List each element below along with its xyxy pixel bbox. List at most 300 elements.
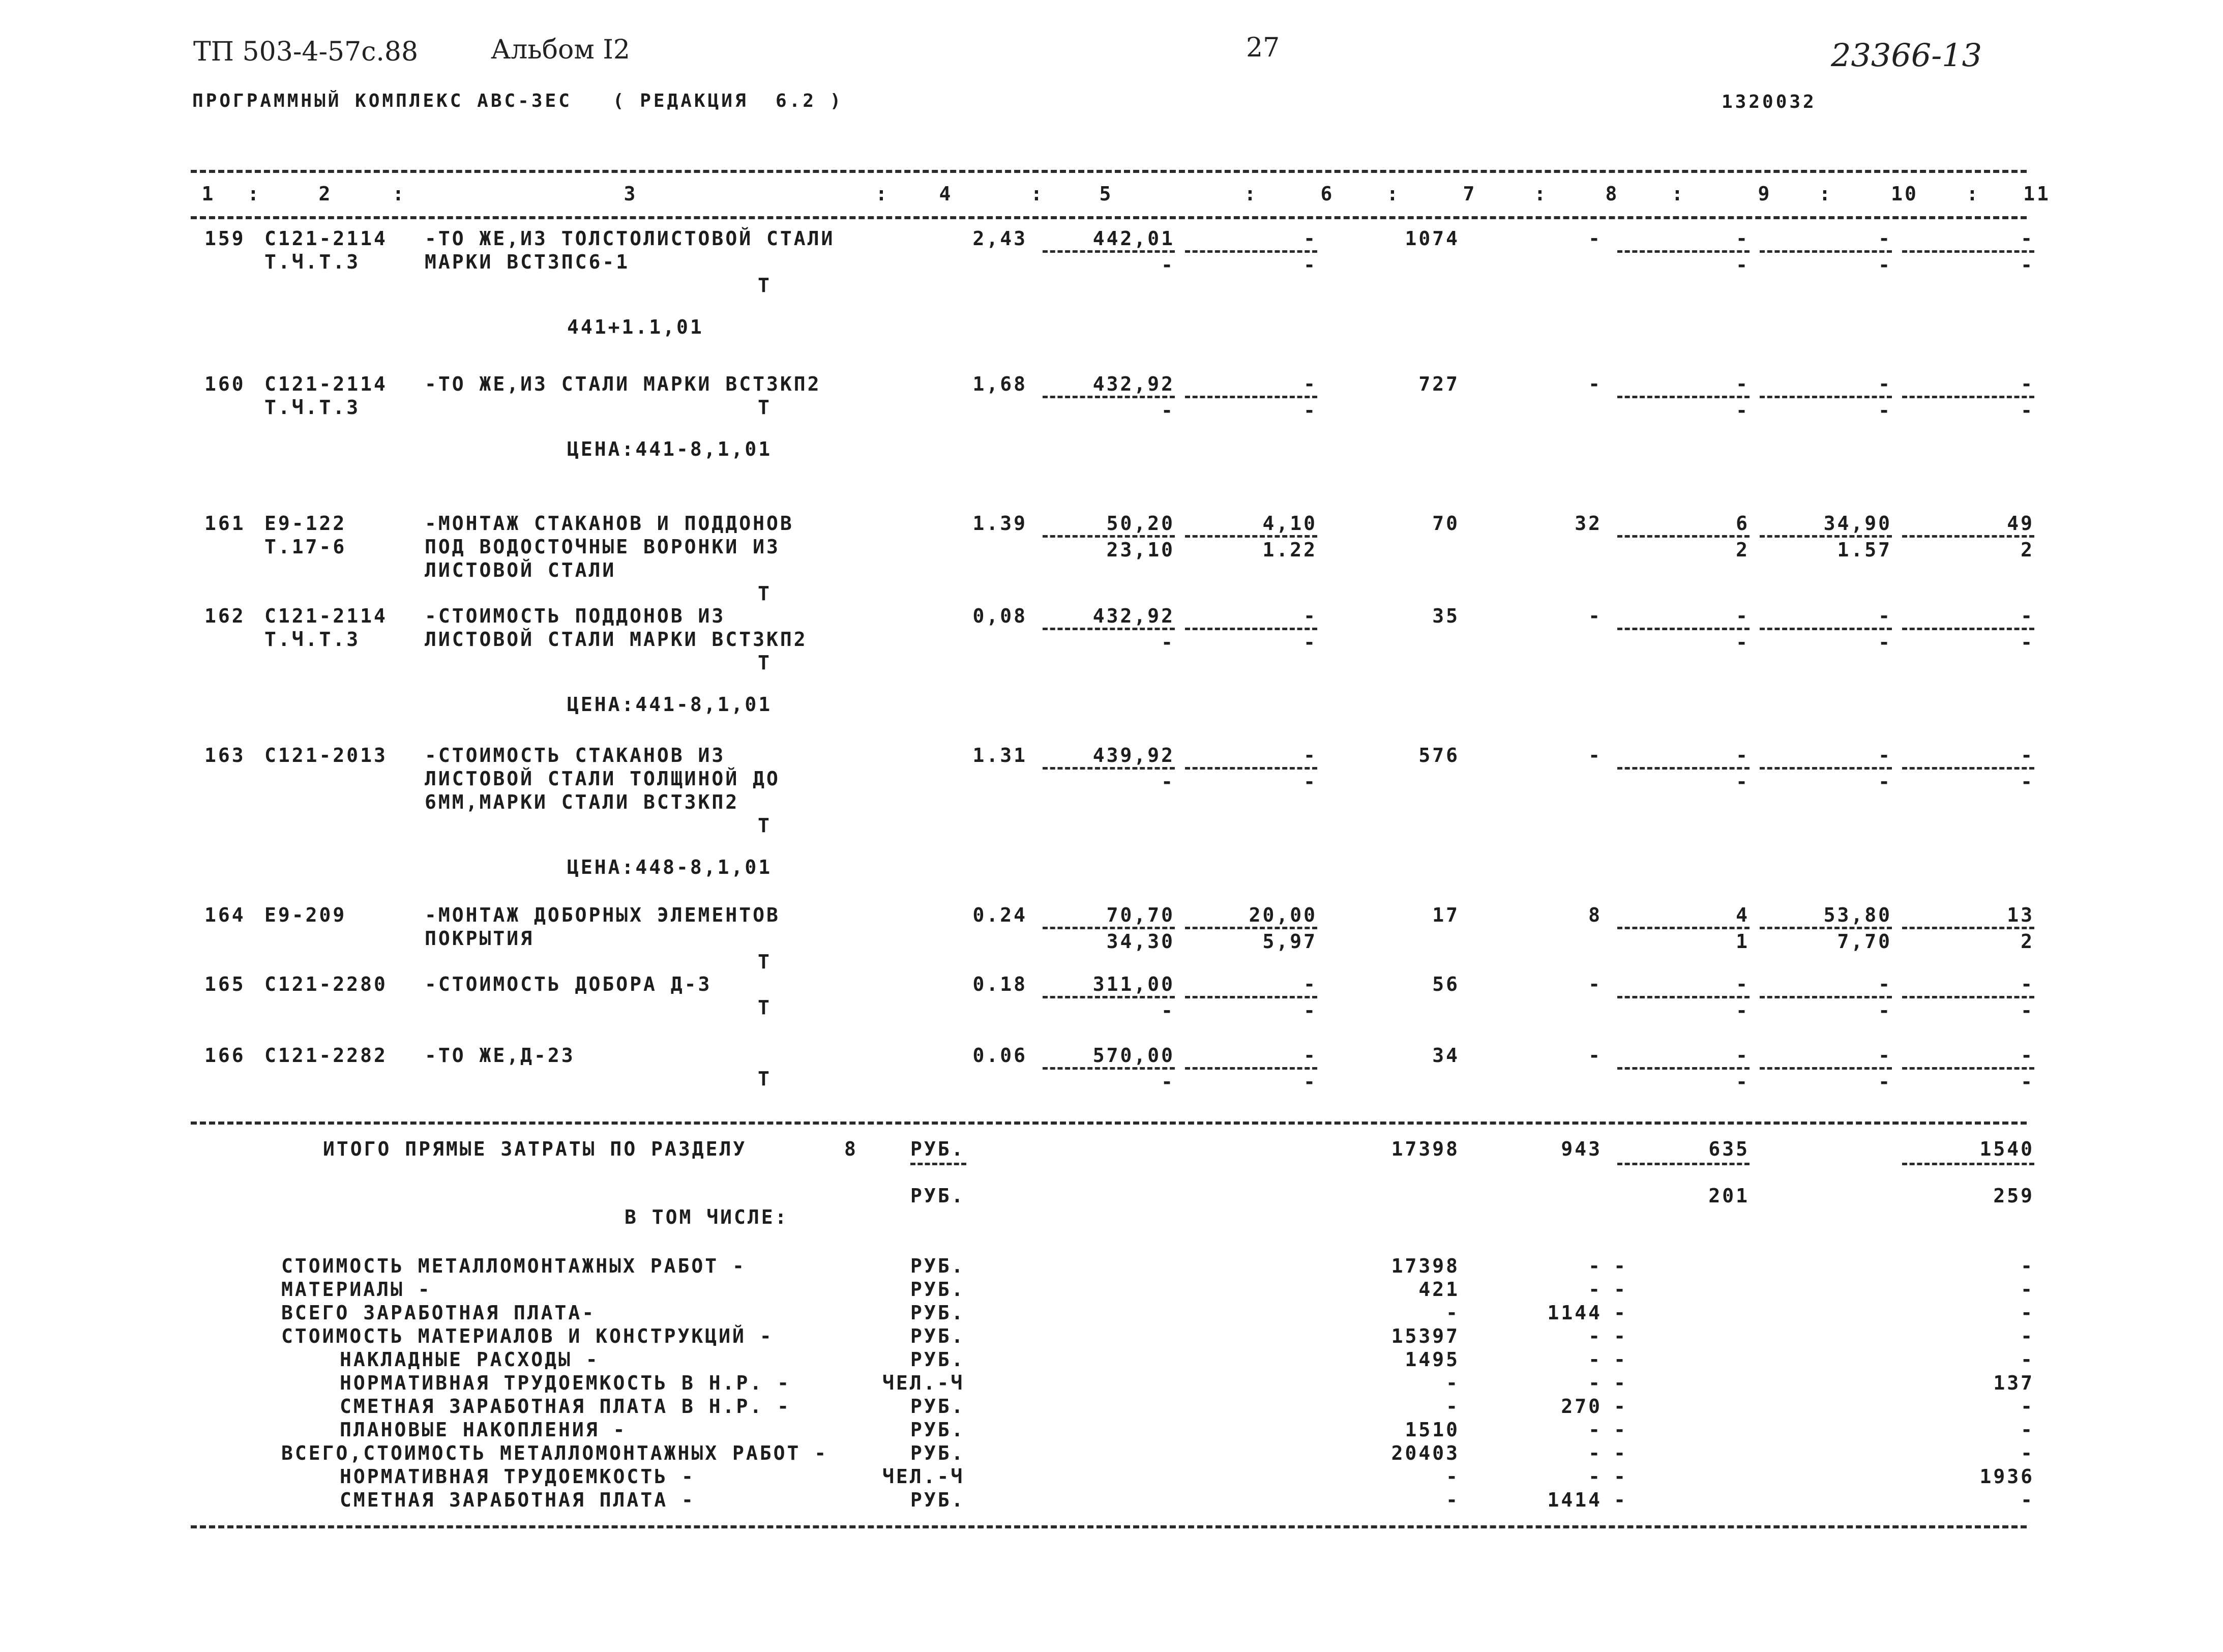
labor-hours-total: 13 <box>2007 904 2034 926</box>
subtotal-dash <box>1760 250 1892 253</box>
labor-hours-sub: - <box>1878 254 1892 276</box>
document-number: 1320032 <box>1722 92 1817 112</box>
machine-cost-sub: - <box>1736 631 1750 654</box>
summary-labor-hours: - <box>2021 1302 2034 1324</box>
summary-labor-hours: - <box>2021 1348 2034 1371</box>
summary-labor: - <box>1588 1442 1602 1464</box>
unit-label: Т <box>758 396 772 419</box>
labor-hours-total-sub: - <box>2021 631 2034 654</box>
work-description: -СТОИМОСТЬ ДОБОРА Д-3 <box>425 973 712 995</box>
subtotal-dash <box>1760 996 1892 998</box>
divider <box>191 1525 2027 1528</box>
doc-code: ТП 503-4-57с.88 <box>193 37 419 67</box>
total-machine: 635 <box>1708 1138 1750 1160</box>
unit-cost-sub: - <box>1161 254 1175 276</box>
labor-hours-total-sub: - <box>2021 254 2034 276</box>
total-labor-hours: 1540 <box>1979 1138 2034 1160</box>
summary-machine: - <box>1614 1395 1627 1418</box>
unit-label: Т <box>758 996 772 1019</box>
subtotal-dash <box>1760 396 1892 398</box>
labor-hours: - <box>1878 973 1892 995</box>
quantity: 2,43 <box>972 227 1027 250</box>
subtotal-dash <box>1043 250 1175 253</box>
summary-unit: РУБ. <box>910 1255 965 1277</box>
labor-cost: - <box>1303 373 1317 395</box>
machine-cost: 6 <box>1736 512 1750 535</box>
unit-label: Т <box>758 582 772 605</box>
summary-unit: ЧЕЛ.-Ч <box>882 1465 965 1488</box>
labor-hours-total-sub: - <box>2021 771 2034 793</box>
subtotal-dash <box>1760 1067 1892 1070</box>
labor-hours-total: 49 <box>2007 512 2034 535</box>
labor-cost-sub: - <box>1303 254 1317 276</box>
row-number: 163 <box>204 744 246 766</box>
labor-cost-sub: - <box>1303 999 1317 1022</box>
labor-cost: - <box>1303 1044 1317 1067</box>
summary-label: НАКЛАДНЫЕ РАСХОДЫ - <box>340 1348 600 1371</box>
labor-hours: - <box>1878 1044 1892 1067</box>
subtotal-dash <box>910 1163 966 1165</box>
resource-code-ref: Т.Ч.Т.3 <box>264 628 361 651</box>
subtotal-dash <box>1902 396 2034 398</box>
total-labor-hours-sub: 259 <box>1993 1185 2034 1207</box>
including-label: В ТОМ ЧИСЛЕ: <box>625 1206 789 1228</box>
resource-code-ref: Т.Ч.Т.3 <box>264 251 361 273</box>
column-header-cell: : <box>1244 183 1258 205</box>
summary-label: НОРМАТИВНАЯ ТРУДОЕМКОСТЬ В Н.Р. - <box>340 1372 791 1394</box>
divider <box>191 1122 2027 1125</box>
summary-machine: - <box>1614 1372 1627 1394</box>
column-header-cell: : <box>1671 183 1685 205</box>
labor-total: - <box>1588 744 1602 766</box>
labor-hours-sub: 7,70 <box>1837 930 1892 953</box>
subtotal-dash <box>1185 996 1317 998</box>
machine-cost-sub: 1 <box>1736 930 1750 953</box>
work-description: 6ММ,МАРКИ СТАЛИ ВСТ3КП2 <box>425 791 739 813</box>
summary-labor-hours: - <box>2021 1278 2034 1301</box>
unit-cost: 70,70 <box>1106 904 1175 926</box>
summary-labor-hours: - <box>2021 1419 2034 1441</box>
subtotal-dash <box>1185 1067 1317 1070</box>
labor-hours-total: - <box>2021 1044 2034 1067</box>
column-header-cell: : <box>247 183 261 205</box>
subtotal-dash <box>1617 396 1750 398</box>
work-description: -ТО ЖЕ,Д-23 <box>425 1044 575 1067</box>
summary-labor: - <box>1588 1255 1602 1277</box>
unit-cost-sub: - <box>1161 631 1175 654</box>
section-number: 8 <box>844 1138 858 1160</box>
work-description: ПОД ВОДОСТОЧНЫЕ ВОРОНКИ ИЗ <box>425 536 780 558</box>
summary-cost: 17398 <box>1391 1255 1460 1277</box>
summary-label: СМЕТНАЯ ЗАРАБОТНАЯ ПЛАТА В Н.Р. - <box>340 1395 791 1418</box>
total-cost: 17398 <box>1391 1138 1460 1160</box>
page-number: 27 <box>1246 33 1280 63</box>
row-number: 162 <box>204 605 246 627</box>
machine-cost: - <box>1736 373 1750 395</box>
labor-cost: - <box>1303 605 1317 627</box>
price-reference: ЦЕНА:448-8,1,01 <box>567 856 773 878</box>
summary-label: ВСЕГО,СТОИМОСТЬ МЕТАЛЛОМОНТАЖНЫХ РАБОТ - <box>281 1442 828 1464</box>
summary-machine: - <box>1614 1278 1627 1301</box>
labor-total: - <box>1588 605 1602 627</box>
subtotal-dash <box>1043 767 1175 770</box>
column-header-cell: 9 <box>1758 183 1772 205</box>
labor-hours: - <box>1878 744 1892 766</box>
total-cost: 70 <box>1432 512 1460 535</box>
column-header-cell: 7 <box>1463 183 1477 205</box>
labor-hours-total: - <box>2021 744 2034 766</box>
total-cost: 1074 <box>1405 227 1460 250</box>
machine-cost-sub: - <box>1736 1071 1750 1093</box>
summary-machine: - <box>1614 1419 1627 1441</box>
work-description: ПОКРЫТИЯ <box>425 927 535 950</box>
subtotal-dash <box>1617 1163 1750 1165</box>
work-description: -ТО ЖЕ,ИЗ СТАЛИ МАРКИ ВСТ3КП2 <box>425 373 821 395</box>
summary-labor-hours: - <box>2021 1395 2034 1418</box>
total-cost: 56 <box>1432 973 1460 995</box>
labor-hours-total-sub: - <box>2021 1071 2034 1093</box>
summary-unit: РУБ. <box>910 1348 965 1371</box>
summary-label: ВСЕГО ЗАРАБОТНАЯ ПЛАТА- <box>281 1302 596 1324</box>
labor-hours: - <box>1878 605 1892 627</box>
subtotal-dash <box>1617 927 1750 929</box>
summary-label: СТОИМОСТЬ МАТЕРИАЛОВ И КОНСТРУКЦИЙ - <box>281 1325 774 1347</box>
total-cost: 35 <box>1432 605 1460 627</box>
work-description: -ТО ЖЕ,ИЗ ТОЛСТОЛИСТОВОЙ СТАЛИ <box>425 227 835 250</box>
resource-code: Е9-122 <box>264 512 347 535</box>
summary-machine: - <box>1614 1255 1627 1277</box>
summary-machine: - <box>1614 1489 1627 1511</box>
machine-cost: 4 <box>1736 904 1750 926</box>
summary-unit: ЧЕЛ.-Ч <box>882 1372 965 1394</box>
labor-cost-sub: 1.22 <box>1262 539 1317 561</box>
quantity: 1,68 <box>972 373 1027 395</box>
summary-cost: - <box>1446 1395 1460 1418</box>
quantity: 0,08 <box>972 605 1027 627</box>
work-description: -СТОИМОСТЬ СТАКАНОВ ИЗ <box>425 744 726 766</box>
column-header-cell: 10 <box>1891 183 1918 205</box>
unit-cost: 442,01 <box>1092 227 1175 250</box>
total-cost: 17 <box>1432 904 1460 926</box>
subtotal-dash <box>1760 535 1892 538</box>
summary-labor-hours: - <box>2021 1489 2034 1511</box>
unit-label: Т <box>758 814 772 837</box>
summary-machine: - <box>1614 1302 1627 1324</box>
labor-cost: - <box>1303 227 1317 250</box>
summary-labor: - <box>1588 1325 1602 1347</box>
unit-cost-sub: - <box>1161 399 1175 422</box>
subtotal-dash <box>1185 396 1317 398</box>
labor-hours-total: - <box>2021 605 2034 627</box>
labor-hours-sub: - <box>1878 999 1892 1022</box>
subtotal-dash <box>1617 250 1750 253</box>
summary-cost: - <box>1446 1489 1460 1511</box>
column-header-cell: : <box>1030 183 1045 205</box>
resource-code: С121-2013 <box>264 744 388 766</box>
summary-cost: - <box>1446 1372 1460 1394</box>
row-number: 165 <box>204 973 246 995</box>
column-header-cell: : <box>1386 183 1401 205</box>
work-description: ЛИСТОВОЙ СТАЛИ <box>425 559 616 581</box>
summary-labor: 1414 <box>1547 1489 1602 1511</box>
total-label: ИТОГО ПРЯМЫЕ ЗАТРАТЫ ПО РАЗДЕЛУ <box>323 1138 747 1160</box>
labor-hours-sub: - <box>1878 1071 1892 1093</box>
work-description: -МОНТАЖ СТАКАНОВ И ПОДДОНОВ <box>425 512 794 535</box>
summary-labor: - <box>1588 1278 1602 1301</box>
resource-code: Е9-209 <box>264 904 347 926</box>
resource-code-ref: Т.Ч.Т.3 <box>264 396 361 419</box>
subtotal-dash <box>1902 628 2034 630</box>
summary-cost: - <box>1446 1465 1460 1488</box>
summary-cost: 20403 <box>1391 1442 1460 1464</box>
unit-cost-sub: 23,10 <box>1106 539 1175 561</box>
subtotal-dash <box>1617 996 1750 998</box>
labor-cost-sub: - <box>1303 771 1317 793</box>
machine-cost-sub: - <box>1736 999 1750 1022</box>
album-label: Альбом I2 <box>491 35 630 65</box>
unit-cost-sub: - <box>1161 999 1175 1022</box>
unit-cost-sub: - <box>1161 1071 1175 1093</box>
subtotal-dash <box>1043 996 1175 998</box>
subtotal-dash <box>1185 250 1317 253</box>
unit-cost: 439,92 <box>1092 744 1175 766</box>
machine-cost-sub: - <box>1736 399 1750 422</box>
summary-labor: - <box>1588 1348 1602 1371</box>
labor-hours: - <box>1878 373 1892 395</box>
column-header-cell: 2 <box>318 183 333 205</box>
total-cost: 34 <box>1432 1044 1460 1067</box>
labor-total: - <box>1588 373 1602 395</box>
labor-hours-sub: - <box>1878 631 1892 654</box>
resource-code: С121-2114 <box>264 373 388 395</box>
summary-unit: РУБ. <box>910 1325 965 1347</box>
summary-cost: 15397 <box>1391 1325 1460 1347</box>
labor-hours-total-sub: - <box>2021 999 2034 1022</box>
summary-machine: - <box>1614 1348 1627 1371</box>
column-header-cell: 5 <box>1099 183 1113 205</box>
summary-unit: РУБ. <box>910 1489 965 1511</box>
labor-cost: 4,10 <box>1262 512 1317 535</box>
labor-hours: - <box>1878 227 1892 250</box>
unit-cost: 432,92 <box>1092 373 1175 395</box>
resource-code: С121-2282 <box>264 1044 388 1067</box>
subtotal-dash <box>1617 1067 1750 1070</box>
quantity: 1.31 <box>972 744 1027 766</box>
machine-cost-sub: - <box>1736 254 1750 276</box>
total-labor: 943 <box>1561 1138 1602 1160</box>
summary-cost: 1510 <box>1405 1419 1460 1441</box>
labor-cost-sub: - <box>1303 631 1317 654</box>
row-number: 161 <box>204 512 246 535</box>
summary-machine: - <box>1614 1465 1627 1488</box>
subtotal-dash <box>1617 767 1750 770</box>
divider <box>191 216 2027 219</box>
column-header-cell: 1 <box>201 183 216 205</box>
subtotal-dash <box>1043 927 1175 929</box>
column-header-cell: : <box>1966 183 1980 205</box>
summary-labor: - <box>1588 1419 1602 1441</box>
summary-cost: - <box>1446 1302 1460 1324</box>
column-header-cell: 11 <box>2023 183 2051 205</box>
row-number: 160 <box>204 373 246 395</box>
subtotal-dash <box>1617 535 1750 538</box>
total-machine-sub: 201 <box>1708 1185 1750 1207</box>
column-header-cell: 3 <box>624 183 638 205</box>
unit-cost: 311,00 <box>1092 973 1175 995</box>
labor-hours-total: - <box>2021 227 2034 250</box>
summary-unit: РУБ. <box>910 1419 965 1441</box>
subtotal-dash <box>1902 250 2034 253</box>
work-description: -МОНТАЖ ДОБОРНЫХ ЭЛЕМЕНТОВ <box>425 904 780 926</box>
column-header-cell: : <box>392 183 406 205</box>
subtotal-dash <box>1043 396 1175 398</box>
unit-label: Т <box>758 274 772 297</box>
resource-code: С121-2114 <box>264 227 388 250</box>
machine-cost: - <box>1736 227 1750 250</box>
summary-labor-hours: - <box>2021 1325 2034 1347</box>
labor-hours-total-sub: - <box>2021 399 2034 422</box>
quantity: 0.24 <box>972 904 1027 926</box>
summary-labor-hours: - <box>2021 1442 2034 1464</box>
machine-cost: - <box>1736 1044 1750 1067</box>
subtotal-dash <box>1760 927 1892 929</box>
column-header-cell: 6 <box>1320 183 1335 205</box>
summary-machine: - <box>1614 1442 1627 1464</box>
resource-code-ref: Т.17-6 <box>264 536 347 558</box>
unit-cost-sub: 34,30 <box>1106 930 1175 953</box>
labor-total: - <box>1588 1044 1602 1067</box>
price-reference: ЦЕНА:441-8,1,01 <box>567 693 773 716</box>
labor-cost: - <box>1303 973 1317 995</box>
unit-label: Т <box>758 1068 772 1090</box>
summary-labor: - <box>1588 1465 1602 1488</box>
total-cost: 727 <box>1418 373 1460 395</box>
handwritten-number: 23366-13 <box>1831 37 1982 74</box>
price-reference: ЦЕНА:441-8,1,01 <box>567 438 773 460</box>
quantity: 1.39 <box>972 512 1027 535</box>
total-cost: 576 <box>1418 744 1460 766</box>
machine-cost: - <box>1736 744 1750 766</box>
summary-label: СТОИМОСТЬ МЕТАЛЛОМОНТАЖНЫХ РАБОТ - <box>281 1255 746 1277</box>
summary-labor-hours: 1936 <box>1979 1465 2034 1488</box>
row-number: 159 <box>204 227 246 250</box>
price-reference: 441+1.1,01 <box>567 316 704 338</box>
work-description: ЛИСТОВОЙ СТАЛИ МАРКИ ВСТ3КП2 <box>425 628 808 651</box>
resource-code: С121-2114 <box>264 605 388 627</box>
subtotal-dash <box>1185 927 1317 929</box>
program-title: ПРОГРАММНЫЙ КОМПЛЕКС АВС-ЗЕС ( РЕДАКЦИЯ 6.2 ) <box>192 91 844 111</box>
labor-hours-sub: - <box>1878 399 1892 422</box>
summary-unit: РУБ. <box>910 1278 965 1301</box>
subtotal-dash <box>1902 535 2034 538</box>
column-header-cell: : <box>1534 183 1548 205</box>
subtotal-dash <box>1902 927 2034 929</box>
unit-cost-sub: - <box>1161 771 1175 793</box>
summary-label: ПЛАНОВЫЕ НАКОПЛЕНИЯ - <box>340 1419 627 1441</box>
subtotal-dash <box>1185 535 1317 538</box>
machine-cost-sub: 2 <box>1736 539 1750 561</box>
summary-label: СМЕТНАЯ ЗАРАБОТНАЯ ПЛАТА - <box>340 1489 695 1511</box>
work-description: МАРКИ ВСТ3ПС6-1 <box>425 251 630 273</box>
work-description: -СТОИМОСТЬ ПОДДОНОВ ИЗ <box>425 605 726 627</box>
labor-hours-sub: 1.57 <box>1837 539 1892 561</box>
subtotal-dash <box>1902 1163 2034 1165</box>
labor-hours-total-sub: 2 <box>2021 930 2034 953</box>
subtotal-dash <box>1902 996 2034 998</box>
column-header-cell: 4 <box>939 183 953 205</box>
row-number: 164 <box>204 904 246 926</box>
labor-hours: 53,80 <box>1823 904 1892 926</box>
labor-total: - <box>1588 227 1602 250</box>
labor-cost-sub: - <box>1303 399 1317 422</box>
unit-cost: 570,00 <box>1092 1044 1175 1067</box>
summary-unit: РУБ. <box>910 1395 965 1418</box>
unit-cost: 50,20 <box>1106 512 1175 535</box>
subtotal-dash <box>1185 767 1317 770</box>
subtotal-dash <box>1185 628 1317 630</box>
subtotal-dash <box>1902 767 2034 770</box>
work-description: ЛИСТОВОЙ СТАЛИ ТОЛЩИНОЙ ДО <box>425 768 780 790</box>
labor-hours-sub: - <box>1878 771 1892 793</box>
column-header-cell: : <box>1819 183 1833 205</box>
machine-cost: - <box>1736 973 1750 995</box>
unit-cost: 432,92 <box>1092 605 1175 627</box>
unit-label: Т <box>758 652 772 674</box>
quantity: 0.18 <box>972 973 1027 995</box>
summary-cost: 421 <box>1418 1278 1460 1301</box>
column-header-cell: : <box>875 183 890 205</box>
total-unit-sub: РУБ. <box>910 1185 965 1207</box>
row-number: 166 <box>204 1044 246 1067</box>
subtotal-dash <box>1902 1067 2034 1070</box>
quantity: 0.06 <box>972 1044 1027 1067</box>
resource-code: С121-2280 <box>264 973 388 995</box>
labor-total: 8 <box>1588 904 1602 926</box>
summary-cost: 1495 <box>1405 1348 1460 1371</box>
summary-labor: 1144 <box>1547 1302 1602 1324</box>
subtotal-dash <box>1043 535 1175 538</box>
machine-cost: - <box>1736 605 1750 627</box>
labor-total: 32 <box>1575 512 1602 535</box>
summary-unit: РУБ. <box>910 1302 965 1324</box>
labor-cost: - <box>1303 744 1317 766</box>
column-header-cell: 8 <box>1605 183 1619 205</box>
machine-cost-sub: - <box>1736 771 1750 793</box>
labor-cost-sub: - <box>1303 1071 1317 1093</box>
total-unit: РУБ. <box>910 1138 965 1160</box>
summary-labor-hours: - <box>2021 1255 2034 1277</box>
summary-label: МАТЕРИАЛЫ - <box>281 1278 432 1301</box>
summary-labor: - <box>1588 1372 1602 1394</box>
divider <box>191 170 2027 173</box>
unit-label: Т <box>758 951 772 973</box>
labor-cost-sub: 5,97 <box>1262 930 1317 953</box>
labor-hours-total: - <box>2021 373 2034 395</box>
summary-label: НОРМАТИВНАЯ ТРУДОЕМКОСТЬ - <box>340 1465 695 1488</box>
subtotal-dash <box>1043 1067 1175 1070</box>
labor-cost: 20,00 <box>1249 904 1317 926</box>
subtotal-dash <box>1617 628 1750 630</box>
labor-hours-total: - <box>2021 973 2034 995</box>
labor-hours: 34,90 <box>1823 512 1892 535</box>
labor-hours-total-sub: 2 <box>2021 539 2034 561</box>
subtotal-dash <box>1760 628 1892 630</box>
subtotal-dash <box>1043 628 1175 630</box>
summary-machine: - <box>1614 1325 1627 1347</box>
labor-total: - <box>1588 973 1602 995</box>
summary-labor-hours: 137 <box>1993 1372 2034 1394</box>
summary-labor: 270 <box>1561 1395 1602 1418</box>
